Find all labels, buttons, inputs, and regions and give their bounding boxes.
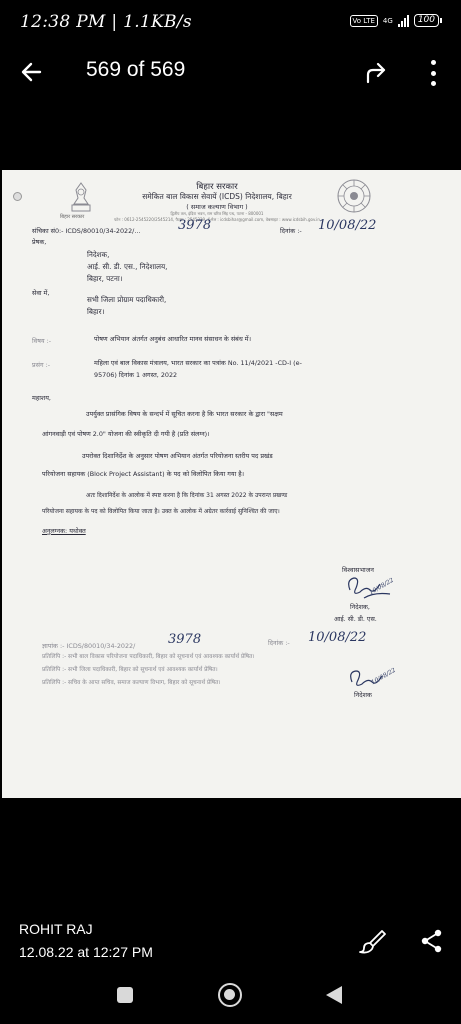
subject-text: पोषण अभियान अंतर्गत अनुबंध आधारित मानव संसाधन के संबंध में।: [94, 335, 252, 343]
status-bar: [0, 0, 461, 44]
header-department: ( समाज कल्याण विभाग ): [186, 203, 248, 211]
battery-icon: 100: [414, 14, 439, 27]
image-counter: 569 of 569: [86, 58, 186, 81]
signal-icon: [398, 15, 409, 27]
sign-block-line: निदेशक: [354, 691, 372, 699]
volte-icon: Vo LTE: [350, 15, 378, 27]
share-button[interactable]: [421, 929, 443, 953]
header-address: द्वितीय तल, इंदिरा भवन, राम चरित्र सिंह पथ, पटना - 800001: [170, 211, 264, 216]
copy-line: प्रतिलिपि :- सचिव के आप्त सचिव, समाज कल्याण विभाग, बिहार को सूचनार्थ प्रेषित।: [42, 680, 221, 686]
sign-block-line: विश्वासभाजन: [342, 566, 374, 574]
copy-line: प्रतिलिपि :- सभी बाल विकास परियोजना पदाधिकारी, बिहार को सूचनार्थ एवं आवश्यक कार्यार्थ प्रेषित।: [42, 654, 255, 660]
network-type: 4G: [382, 16, 393, 25]
paragraph-line: परियोजना सहायक के पद को विलोपित किया जाता है। उक्त के आलोक में अग्रेतर कार्रवाई सुनिश्चित की जाए।: [42, 508, 280, 515]
back-button[interactable]: [18, 58, 46, 86]
copy-line: प्रतिलिपि :- सभी जिला पदाधिकारी, बिहार को सूचनार्थ एवं आवश्यक कार्यार्थ प्रेषित।: [42, 667, 218, 673]
punch-hole: [13, 192, 22, 201]
enclosure: अनुलग्नक: यथोक्त: [42, 527, 86, 535]
date-value: 10/08/22: [318, 218, 377, 233]
sign-block-line: आई. सी. डी. एस.: [334, 615, 377, 623]
document-image: [2, 170, 461, 798]
uploader-name: ROHIT RAJ: [19, 921, 93, 937]
forward-button[interactable]: [362, 60, 390, 86]
home-button[interactable]: [218, 983, 242, 1007]
status-icons: [350, 14, 439, 27]
reference-line: महिला एवं बाल विकास मंत्रालय, भारत सरकार का पत्रांक No. 11/4/2021 -CD-I (e-: [94, 359, 302, 367]
arrow-left-icon: [18, 58, 46, 86]
more-vertical-icon: [431, 60, 436, 65]
signature-date: 10/08/22: [368, 576, 395, 597]
system-nav-bar: [0, 978, 461, 1014]
memo-date-value: 10/08/22: [308, 630, 367, 645]
date-label: दिनांक :-: [280, 227, 302, 235]
memo-number: 3978: [168, 632, 202, 647]
to-line: बिहार।: [87, 307, 105, 316]
recent-apps-button[interactable]: [117, 987, 133, 1003]
viewer-top-bar: [0, 48, 461, 96]
edit-button[interactable]: [358, 928, 386, 954]
paragraph-line: उपरोक्त दिशानिर्देश के अनुसार पोषण अभियान अंतर्गत परियोजना स्तरीय पद प्रखंड: [82, 452, 273, 460]
header-govt: बिहार सरकार: [196, 182, 238, 192]
from-label: प्रेषक,: [32, 238, 47, 246]
memo-date-label: दिनांक :-: [268, 639, 290, 647]
upload-datetime: 12.08.22 at 12:27 PM: [19, 944, 153, 960]
system-back-button[interactable]: [326, 986, 342, 1004]
signature-date: 10/08/22: [370, 666, 397, 687]
more-options-button[interactable]: [424, 60, 442, 86]
paragraph-line: आंगनवाड़ी एवं पोषण 2.0" योजना की स्वीकृति दी गयी है (प्रति संलग्न)।: [42, 430, 210, 438]
to-line: सभी जिला प्रोग्राम पदाधिकारी,: [87, 295, 167, 304]
edit-brush-icon: [358, 928, 386, 954]
forward-icon: [362, 60, 390, 86]
paragraph-line: परियोजना सहायक (Block Project Assistant) के पद को विलोपित किया गया है।: [42, 470, 245, 478]
status-time: 12:38 PM | 1.1KB/s: [20, 12, 192, 32]
to-label: सेवा में,: [32, 289, 50, 297]
reference-number: 3978: [178, 218, 212, 233]
salutation: महाशय,: [32, 394, 51, 402]
paragraph-line: अतः दिशानिर्देश के आलोक में स्पष्ट करना है कि दिनांक 31 अगस्त 2022 के उपरान्त प्रखण्ड: [86, 492, 288, 499]
header-directorate: समेकित बाल विकास सेवायें (ICDS) निदेशालय, बिहार: [142, 192, 292, 201]
from-line: निदेशक,: [87, 250, 110, 259]
paragraph-line: उपर्युक्त प्रासंगिक विषय के सन्दर्भ में सूचित करना है कि भारत सरकार के द्वारा "सक्षम: [86, 410, 283, 418]
memo-label: ज्ञापांक :- ICDS/80010/34-2022/: [42, 642, 136, 650]
from-line: आई. सी. डी. एस., निदेशालय,: [87, 262, 168, 271]
reference-prefix: प्रसंग :-: [32, 361, 51, 369]
reference-line: 95706) दिनांक 1 अगस्त, 2022: [94, 371, 178, 379]
share-icon: [421, 929, 443, 953]
reference-label: संचिका सं0:- ICDS/80010/34-2022/...: [32, 227, 141, 235]
from-line: बिहार, पटना।: [87, 274, 123, 283]
subject-label: विषय :-: [32, 337, 52, 345]
state-emblem-icon: [64, 180, 98, 216]
icds-logo-icon: [336, 178, 372, 214]
sign-block-line: निदेशक,: [350, 603, 370, 611]
emblem-label: बिहार सरकार: [60, 214, 85, 220]
header-contact: फोन : 0612-2545220/2545214, फैक्स : 2545229, ई-मेल : icdsbihar@gmail.com, वेबसाइट : www.icdsbih.gov.in: [114, 217, 320, 222]
